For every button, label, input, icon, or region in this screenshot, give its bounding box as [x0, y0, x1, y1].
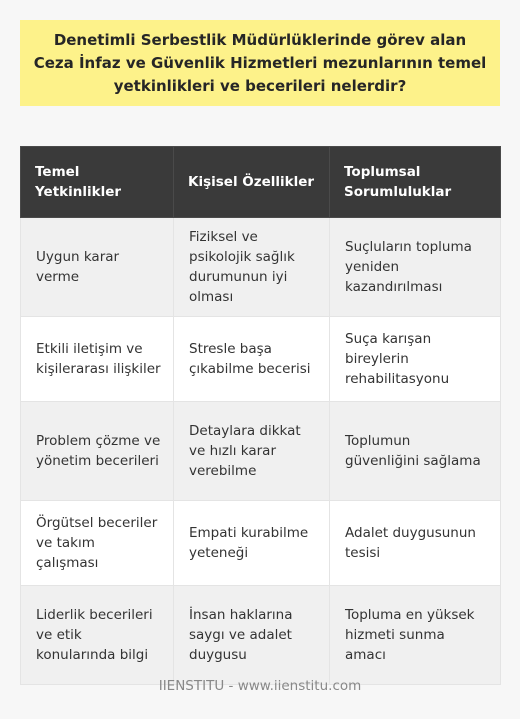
table-row: [21, 501, 501, 586]
table-row: [21, 317, 501, 402]
header-cell-toplumsal-sorumluluklar: Toplumsal Sorumluluklar: [330, 147, 501, 218]
table-row: [21, 218, 501, 317]
header-cell-kisisel-ozellikler: Kişisel Özellikler: [174, 147, 330, 218]
table-cell: İnsan haklarına saygı ve adalet duygusu: [174, 586, 330, 685]
table-cell: Fiziksel ve psikolojik sağlık durumunun iyi olması: [174, 218, 330, 317]
table-cell: Örgütsel beceriler ve takım çalışması: [21, 501, 174, 586]
table-cell: Etkili iletişim ve kişilerarası ilişkiler: [21, 317, 174, 402]
table-cell: Empati kurabilme yeteneği: [174, 501, 330, 586]
table-cell: Liderlik becerileri ve etik konularında bilgi: [21, 586, 174, 685]
table-cell: Adalet duygusunun tesisi: [330, 501, 501, 586]
table-cell: Problem çözme ve yönetim becerileri: [21, 402, 174, 501]
footer-credit: IIENSTITU - www.iienstitu.com: [158, 678, 362, 694]
table-header-row: [21, 147, 501, 218]
table-cell: Topluma en yüksek hizmeti sunma amacı: [330, 586, 501, 685]
competency-table: [20, 146, 501, 685]
table-cell: Toplumun güvenliğini sağlama: [330, 402, 501, 501]
table-row: [21, 586, 501, 685]
table-cell: Suçluların topluma yeniden kazandırılması: [330, 218, 501, 317]
table-row: [21, 402, 501, 501]
table-cell: Suça karışan bireylerin rehabilitasyonu: [330, 317, 501, 402]
header-cell-temel-yetkinlikler: Temel Yetkinlikler: [21, 147, 174, 218]
table-cell: Detaylara dikkat ve hızlı karar verebilme: [174, 402, 330, 501]
page-title: Denetimli Serbestlik Müdürlüklerinde görev alan Ceza İnfaz ve Güvenlik Hizmetleri mezunlarının temel yetkinlikleri ve becerileri nelerdir?: [33, 30, 487, 95]
table-cell: Uygun karar verme: [21, 218, 174, 317]
table-cell: Stresle başa çıkabilme becerisi: [174, 317, 330, 402]
title-banner: [20, 20, 500, 106]
